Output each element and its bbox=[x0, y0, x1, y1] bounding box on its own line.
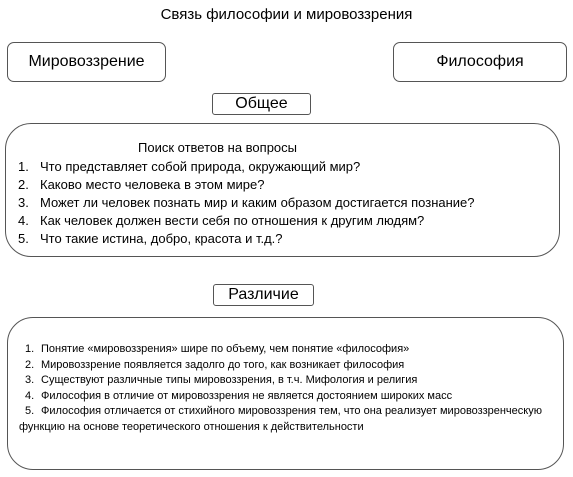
item-number: 2. bbox=[18, 177, 29, 192]
common-panel bbox=[5, 123, 560, 257]
difference-tag-label: Различие bbox=[228, 286, 299, 303]
item-number: 2. bbox=[25, 358, 35, 371]
common-heading: Поиск ответов на вопросы bbox=[138, 140, 298, 155]
difference-panel bbox=[7, 317, 564, 470]
item-text: Существуют различные типы мировоззрения, в т.ч. Мифология и религия bbox=[41, 374, 418, 386]
list-item bbox=[19, 389, 549, 405]
item-text: Может ли человек познать мир и каким образом достигается познание? bbox=[40, 195, 475, 210]
list-item bbox=[18, 212, 475, 230]
item-text: Как человек должен вести себя по отношения к другим людям? bbox=[40, 213, 425, 228]
item-number: 4. bbox=[18, 213, 29, 228]
list-item bbox=[19, 358, 549, 374]
common-question-list bbox=[18, 158, 475, 248]
item-text: Мировоззрение появляется задолго до того, как возникает философия bbox=[41, 358, 405, 371]
common-tag-label: Общее bbox=[235, 95, 288, 112]
diagram-title: Связь философии и мировоззрения bbox=[160, 6, 413, 23]
item-text: Что такие истина, добро, красота и т.д.? bbox=[40, 231, 283, 246]
item-text: Философия в отличие от мировоззрения не является достоянием широких масс bbox=[41, 389, 453, 402]
worldview-box bbox=[7, 42, 166, 82]
list-item bbox=[19, 404, 549, 435]
philosophy-box bbox=[393, 42, 567, 82]
list-item bbox=[19, 373, 549, 389]
item-text: Что представляет собой природа, окружающий мир? bbox=[40, 159, 361, 174]
list-item bbox=[18, 176, 475, 194]
difference-list bbox=[19, 342, 549, 435]
philosophy-label: Философия bbox=[436, 53, 524, 70]
item-text: Философия отличается от стихийного мировоззрения тем, что она реализует мировоззренческую функцию на основе теоретического отношения к действительности bbox=[19, 405, 542, 433]
list-item bbox=[18, 194, 475, 212]
list-item bbox=[18, 158, 475, 176]
difference-tag bbox=[213, 284, 314, 306]
item-number: 1. bbox=[25, 343, 35, 355]
worldview-label: Мировоззрение bbox=[28, 53, 145, 70]
item-number: 5. bbox=[25, 405, 35, 417]
item-number: 5. bbox=[18, 231, 29, 246]
item-number: 1. bbox=[18, 159, 29, 174]
item-number: 3. bbox=[18, 195, 29, 210]
item-number: 3. bbox=[25, 374, 35, 386]
item-number: 4. bbox=[25, 389, 35, 402]
list-item bbox=[18, 230, 475, 248]
common-tag bbox=[212, 93, 311, 115]
list-item bbox=[19, 342, 549, 358]
item-text: Каково место человека в этом мире? bbox=[40, 177, 265, 192]
item-text: Понятие «мировоззрения» шире по объему, чем понятие «философия» bbox=[41, 343, 410, 355]
